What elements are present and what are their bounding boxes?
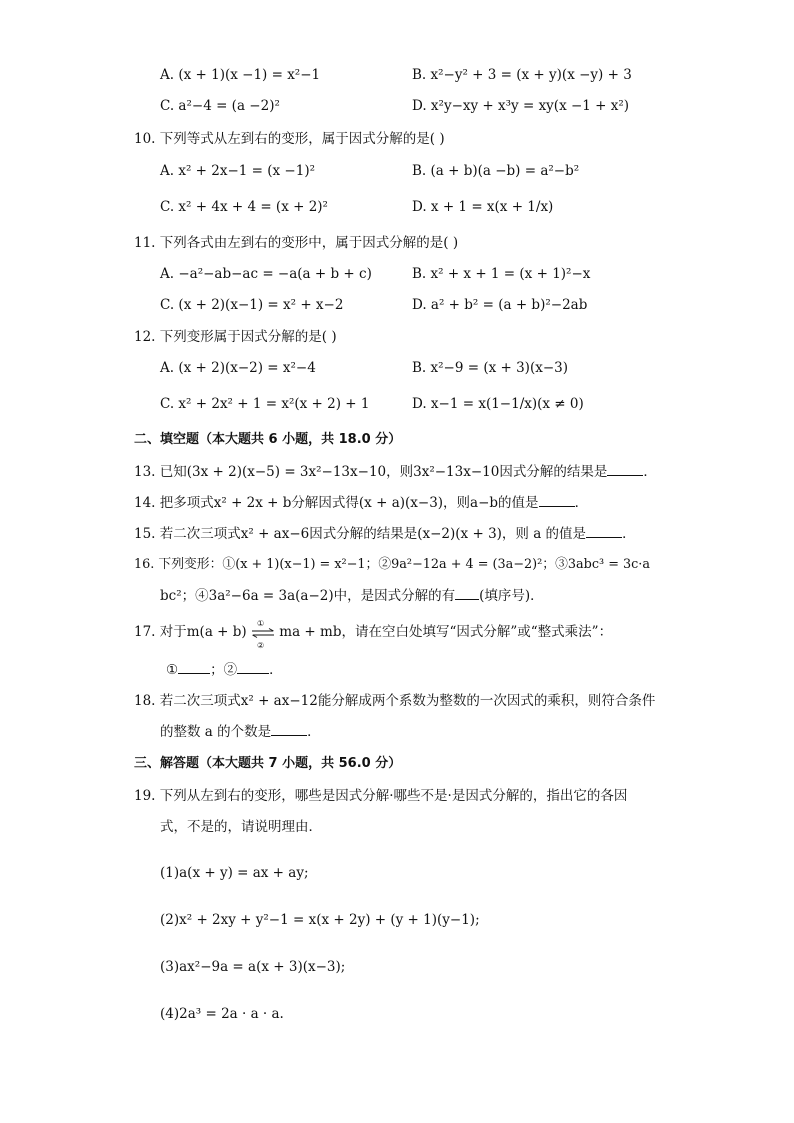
q10-option-a: A. x² + 2x−1 = (x −1)² (160, 163, 315, 179)
q19-part1: (1)a(x + y) = ax + ay; (160, 865, 309, 881)
q11-option-b: B. x² + x + 1 = (x + 1)²−x (412, 266, 591, 282)
q12-option-c: C. x² + 2x² + 1 = x²(x + 2) + 1 (160, 396, 370, 412)
q11-option-a: A. −a²−ab−ac = −a(a + b + c) (160, 266, 372, 282)
q16-line2: bc²；④3a²−6a = 3a(a−2)中，是因式分解的有 (填序号)． (160, 588, 544, 604)
q13: 13. 已知(3x + 2)(x−5) = 3x²−13x−10，则3x²−13x−10因式分解的结果是 ． (134, 464, 657, 480)
q10-option-b: B. (a + b)(a −b) = a²−b² (412, 163, 580, 179)
q11-stem: 11. 下列各式由左到右的变形中，属于因式分解的是( ) (134, 235, 459, 251)
q17-blank-1 (178, 661, 210, 674)
q12-option-a: A. (x + 2)(x−2) = x²−4 (160, 360, 316, 376)
q18-answer-blank (271, 723, 307, 736)
q19-line1: 19. 下列从左到右的变形，哪些是因式分解·哪些不是·是因式分解的，指出它的各因 (134, 788, 628, 804)
q19-part2: (2)x² + 2xy + y²−1 = x(x + 2y) + (y + 1)(y−1); (160, 912, 480, 928)
q11-option-d: D. a² + b² = (a + b)²−2ab (412, 297, 588, 313)
q19-line2: 式，不是的，请说明理由． (160, 819, 322, 835)
q19-part3: (3)ax²−9a = a(x + 3)(x−3); (160, 959, 346, 975)
q9-option-d: D. x²y−xy + x³y = xy(x −1 + x²) (412, 98, 630, 114)
q9-option-c: C. a²−4 = (a −2)² (160, 98, 280, 114)
q17-double-arrow: ① ② (251, 624, 275, 642)
q11-option-c: C. (x + 2)(x−1) = x² + x−2 (160, 297, 344, 313)
q9-option-b: B. x²−y² + 3 = (x + y)(x −y) + 3 (412, 67, 632, 83)
q9-option-a: A. (x + 1)(x −1) = x²−1 (160, 67, 321, 83)
q12-option-b: B. x²−9 = (x + 3)(x−3) (412, 360, 569, 376)
q18-line1: 18. 若二次三项式x² + ax−12能分解成两个系数为整数的一次因式的乘积，则符合条件 (134, 693, 656, 709)
q16-line1: 16. 下列变形：①(x + 1)(x−1) = x²−1；②9a²−12a + 4 = (3a−2)²；③3abc³ = 3c·a (134, 557, 650, 572)
q10-option-c: C. x² + 4x + 4 = (x + 2)² (160, 199, 328, 215)
q17-line2: ① ；② ． (166, 662, 283, 678)
q17-line1: 17. 对于m(a + b) ① ② ma + mb，请在空白处填写“因式分解”或“整式乘法”： (134, 618, 613, 650)
q16-answer-blank (455, 587, 479, 600)
q15-answer-blank (586, 525, 622, 538)
q14-text: 14. 把多项式x² + 2x + b分解因式得(x + a)(x−3)，则a−b的值是 (134, 495, 539, 511)
q13-text: 13. 已知(3x + 2)(x−5) = 3x²−13x−10，则3x²−13x−10因式分解的结果是 (134, 464, 608, 480)
q14-answer-blank (539, 494, 575, 507)
q12-stem: 12. 下列变形属于因式分解的是( ) (134, 329, 337, 345)
section-fill-in-heading: 二、填空题（本大题共 6 小题，共 18.0 分） (134, 432, 402, 447)
q15: 15. 若二次三项式x² + ax−6因式分解的结果是(x−2)(x + 3)，则 a 的值是 ． (134, 526, 636, 542)
q14: 14. 把多项式x² + 2x + b分解因式得(x + a)(x−3)，则a−b的值是 ． (134, 495, 589, 511)
q10-stem: 10. 下列等式从左到右的变形，属于因式分解的是( ) (134, 131, 445, 147)
q13-answer-blank (607, 463, 643, 476)
q12-option-d: D. x−1 = x(1−1/x)(x ≠ 0) (412, 396, 584, 412)
section-solution-heading: 三、解答题（本大题共 7 小题，共 56.0 分） (134, 756, 402, 771)
q15-text: 15. 若二次三项式x² + ax−6因式分解的结果是(x−2)(x + 3)，则 a 的值是 (134, 526, 587, 542)
q18-line2: 的整数 a 的个数是 ． (160, 724, 321, 740)
q10-option-d: D. x + 1 = x(x + 1/x) (412, 199, 554, 215)
q19-part4: (4)2a³ = 2a · a · a. (160, 1006, 284, 1022)
q17-blank-2 (237, 661, 269, 674)
